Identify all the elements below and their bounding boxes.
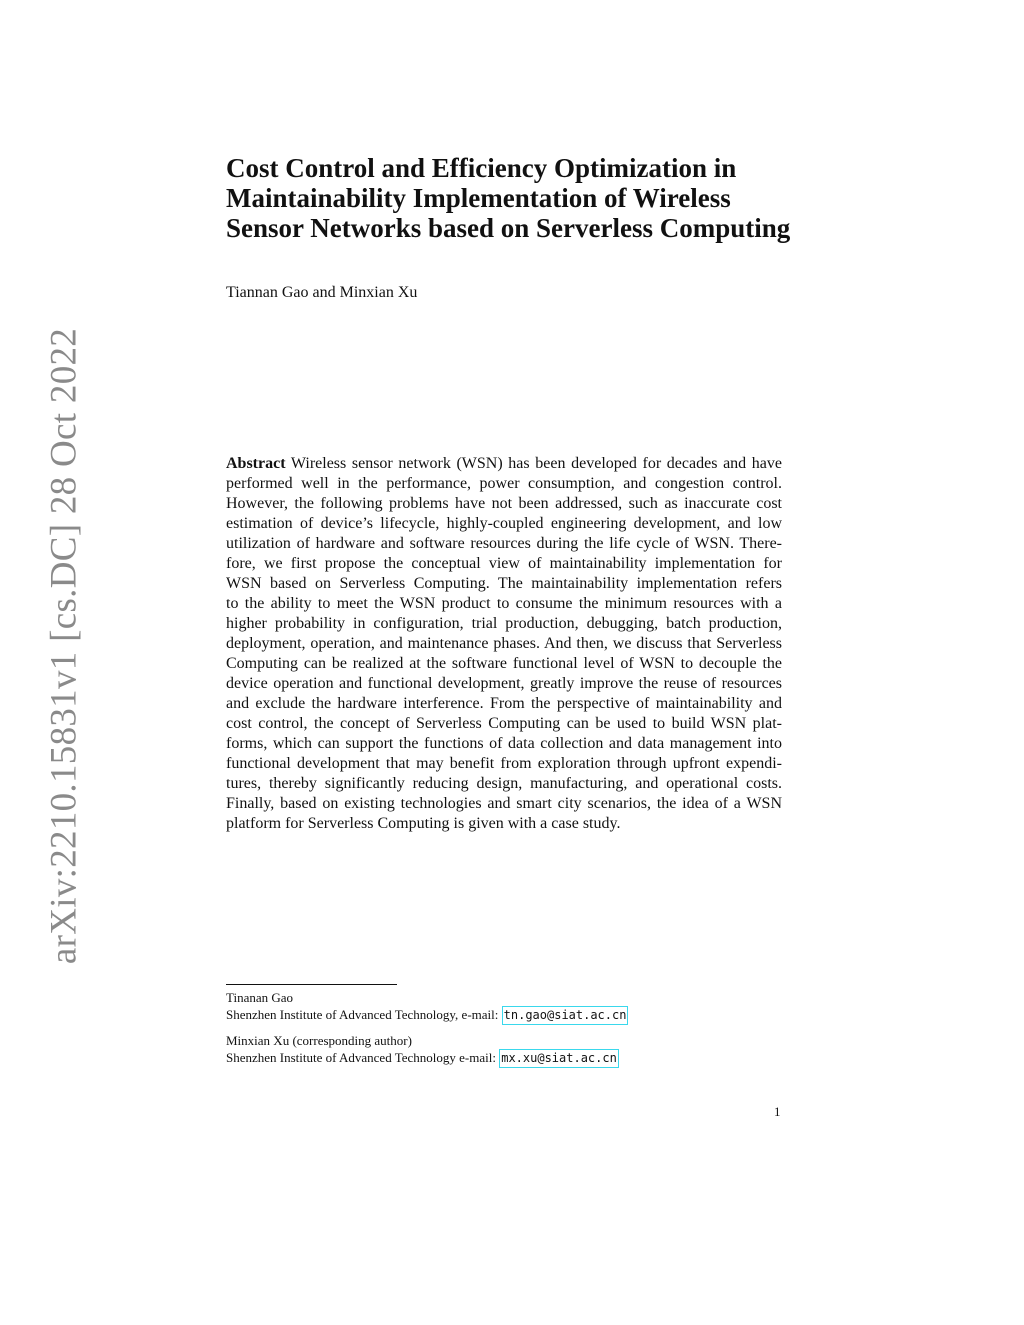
abstract-line-5: utilization of hardware and software resources during the life cycle of WSN. There- <box>226 535 782 552</box>
abstract-line-1-text: Wireless sensor network (WSN) has been developed for decades and have <box>290 455 783 472</box>
abstract-line-18: Finally, based on existing technologies and smart city scenarios, the idea of a WSN <box>226 795 782 812</box>
footnote-author-1-affiliation <box>226 1006 628 1024</box>
footnote-divider <box>226 984 397 985</box>
abstract-line-13: and exclude the hardware interference. From the perspective of maintainability and <box>226 695 782 712</box>
abstract-line-17: tures, thereby significantly reducing design, manufacturing, and operational costs. <box>226 775 782 792</box>
title-line-3: Sensor Networks based on Serverless Computing <box>226 213 791 243</box>
title-line-1: Cost Control and Efficiency Optimization in <box>226 153 737 183</box>
author-list: Tiannan Gao and Minxian Xu <box>226 284 418 301</box>
footnote-spacer <box>226 1024 628 1032</box>
abstract-line-19: platform for Serverless Computing is given with a case study. <box>226 815 621 832</box>
author-footnotes <box>226 989 628 1067</box>
title-line-2: Maintainability Implementation of Wireless <box>226 183 731 213</box>
abstract-line-6: fore, we first propose the conceptual view of maintainability implementation for <box>226 555 782 572</box>
arxiv-identifier-stamp: arXiv:2210.15831v1 [cs.DC] 28 Oct 2022 <box>43 327 85 965</box>
abstract-line-14: cost control, the concept of Serverless Computing can be used to build WSN plat- <box>226 715 782 732</box>
abstract <box>226 454 782 834</box>
abstract-line-11: Computing can be realized at the software functional level of WSN to decouple the <box>226 655 782 672</box>
abstract-line-1 <box>226 454 782 474</box>
email-link-author-2[interactable]: mx.xu@siat.ac.cn <box>499 1049 619 1068</box>
abstract-line-9: higher probability in configuration, trial production, debugging, batch production, <box>226 615 782 632</box>
abstract-line-10: deployment, operation, and maintenance phases. And then, we discuss that Serverless <box>226 635 782 652</box>
footnote-author-1-name: Tinanan Gao <box>226 990 294 1005</box>
abstract-line-3: However, the following problems have not been addressed, such as inaccurate cost <box>226 495 782 512</box>
abstract-line-15: forms, which can support the functions of data collection and data management into <box>226 735 782 752</box>
paper-title <box>226 153 826 243</box>
abstract-line-16: functional development that may benefit from exploration through upfront expendi- <box>226 755 782 772</box>
footnote-author-2-name: Minxian Xu (corresponding author) <box>226 1033 412 1048</box>
abstract-line-4: estimation of device’s lifecycle, highly-coupled engineering development, and low <box>226 515 782 532</box>
abstract-label: Abstract <box>226 455 286 472</box>
abstract-line-8: to the ability to meet the WSN product to consume the minimum resources with a <box>226 595 782 612</box>
footnote-author-2-affiliation <box>226 1049 628 1067</box>
email-link-author-1[interactable]: tn.gao@siat.ac.cn <box>502 1006 629 1025</box>
abstract-line-7: WSN based on Serverless Computing. The maintainability implementation refers <box>226 575 782 592</box>
abstract-line-12: device operation and functional development, greatly improve the reuse of resources <box>226 675 782 692</box>
footnote-author-1-affiliation-text: Shenzhen Institute of Advanced Technology, e-mail: <box>226 1007 502 1022</box>
page-number: 1 <box>774 1104 781 1119</box>
abstract-line-2: performed well in the performance, power consumption, and congestion control. <box>226 475 782 492</box>
footnote-author-2-affiliation-text: Shenzhen Institute of Advanced Technology e-mail: <box>226 1050 500 1065</box>
